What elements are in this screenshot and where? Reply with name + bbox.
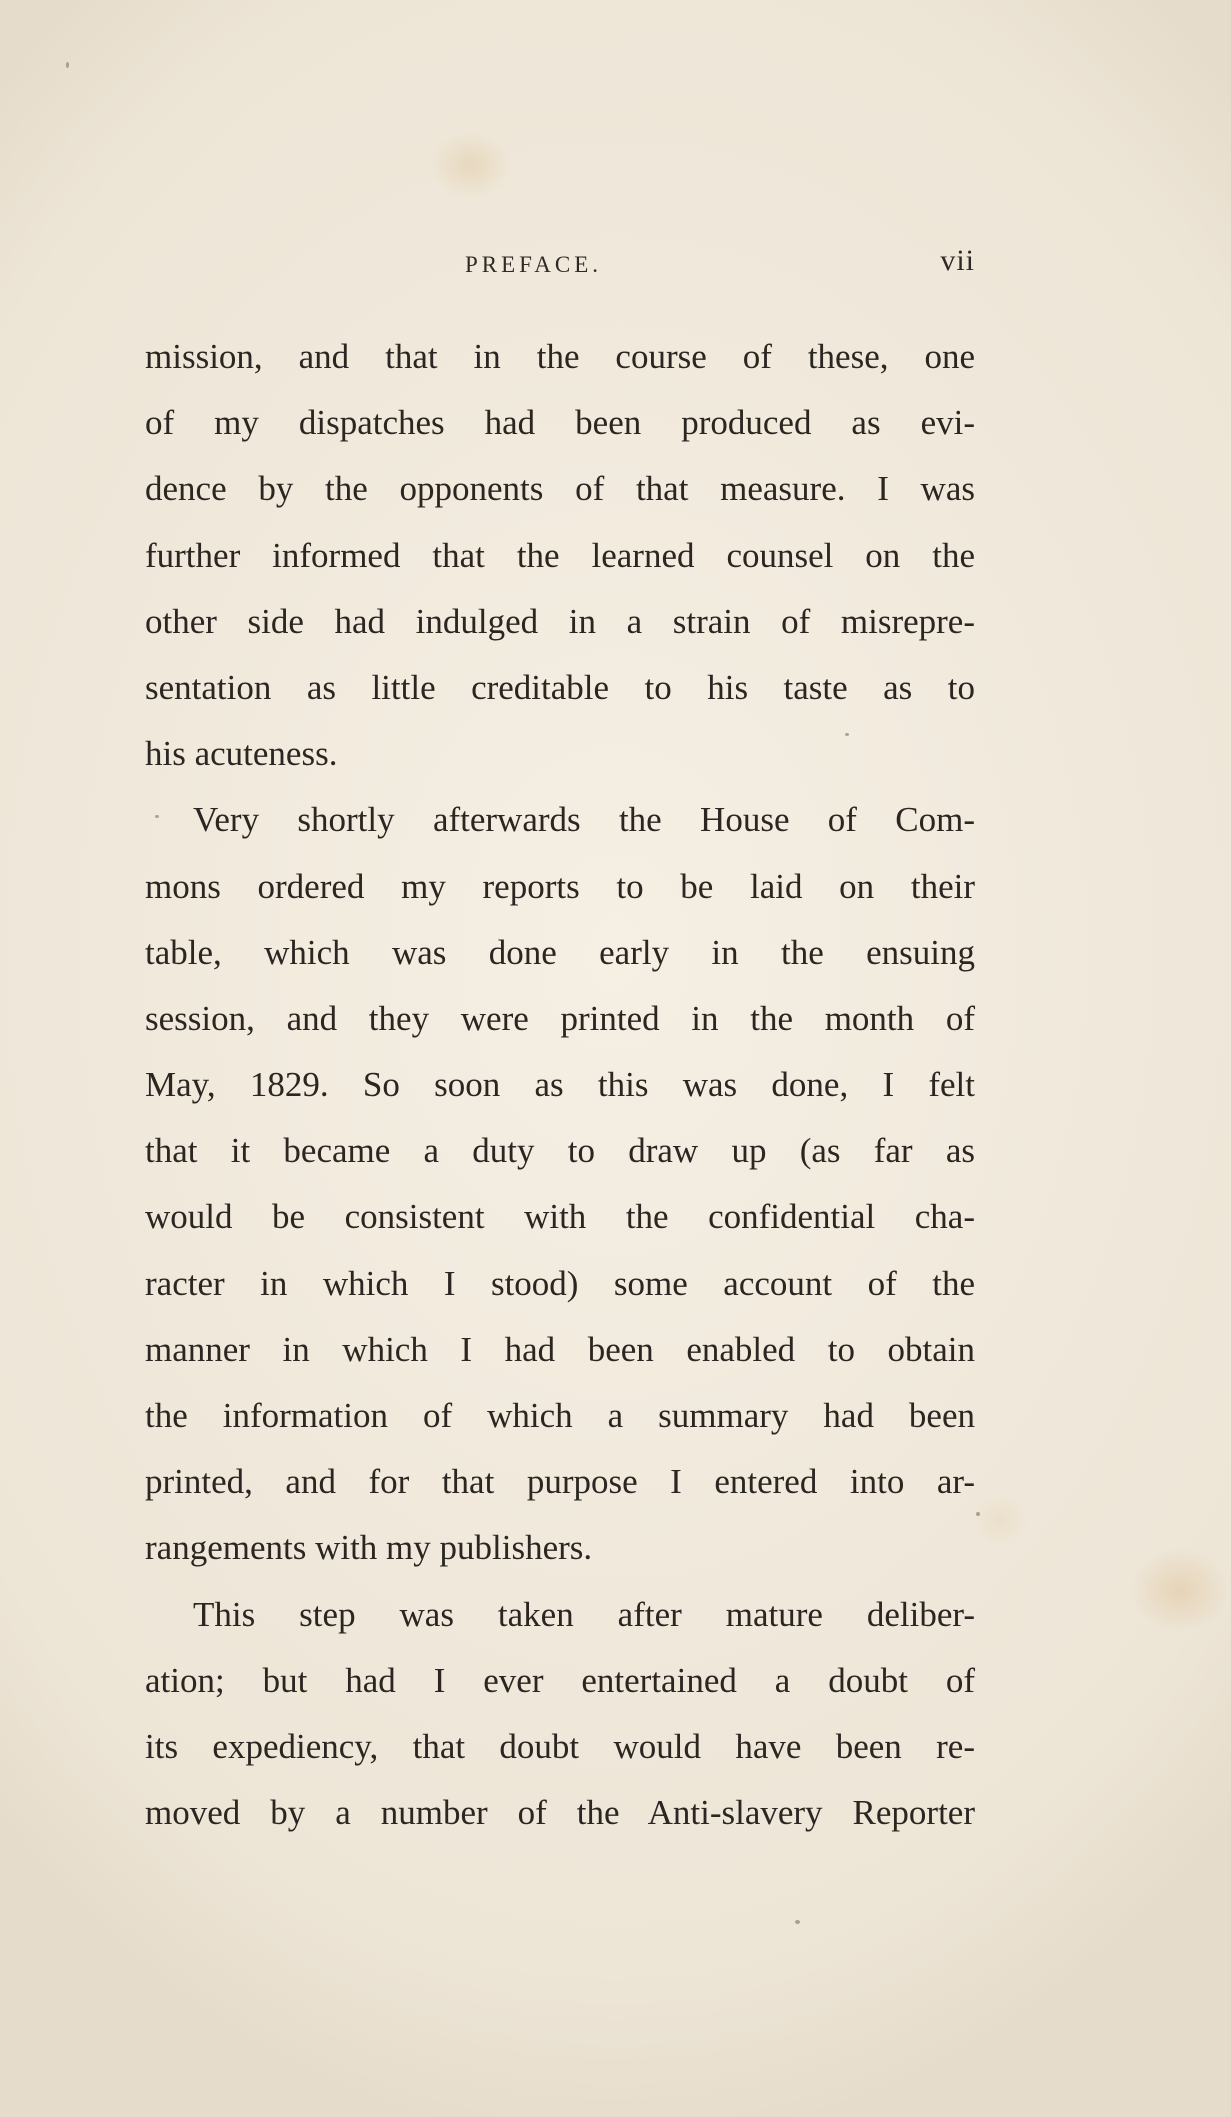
text-line: would be consistent with the confidential cha-	[145, 1197, 975, 1237]
paper-speck	[66, 62, 69, 68]
running-title: PREFACE.	[465, 252, 603, 277]
text-line: ation; but had I ever entertained a doubt of	[145, 1660, 975, 1700]
text-line: manner in which I had been enabled to obtain	[145, 1329, 975, 1369]
text-line: rangements with my publishers.	[145, 1528, 593, 1568]
text-line: his acuteness.	[145, 734, 338, 774]
text-line: session, and they were printed in the month of	[145, 998, 975, 1038]
paragraph-start-line: Very shortly afterwards the House of Com-	[193, 800, 975, 840]
page-header	[145, 244, 975, 292]
text-line: racter in which I stood) some account of the	[145, 1263, 975, 1303]
text-line: dence by the opponents of that measure. I was	[145, 469, 975, 509]
paper-speck	[795, 1920, 800, 1924]
paper-speck	[976, 1512, 980, 1516]
text-line: moved by a number of the Anti-slavery Reporter	[145, 1793, 975, 1833]
text-line: of my dispatches had been produced as evi-	[145, 403, 975, 443]
text-line: sentation as little creditable to his taste as to	[145, 667, 975, 707]
text-line: the information of which a summary had been	[145, 1396, 975, 1435]
text-line: May, 1829. So soon as this was done, I felt	[145, 1065, 975, 1105]
text-line: printed, and for that purpose I entered into ar-	[145, 1462, 975, 1502]
paper-speck	[845, 733, 849, 736]
text-line: other side had indulged in a strain of misrepre-	[145, 601, 975, 641]
preface-body	[145, 324, 975, 1846]
text-line: that it became a duty to draw up (as far as	[145, 1131, 975, 1171]
paper-speck	[155, 815, 159, 818]
text-line: its expediency, that doubt would have been re-	[145, 1726, 975, 1766]
text-line: mons ordered my reports to be laid on their	[145, 866, 975, 906]
text-line: mission, and that in the course of these, one	[145, 337, 975, 376]
page-number: vii	[940, 244, 975, 277]
text-line: table, which was done early in the ensuing	[145, 932, 975, 972]
text-line: further informed that the learned counsel on the	[145, 535, 975, 575]
paragraph-start-line: This step was taken after mature deliber-	[193, 1594, 975, 1634]
